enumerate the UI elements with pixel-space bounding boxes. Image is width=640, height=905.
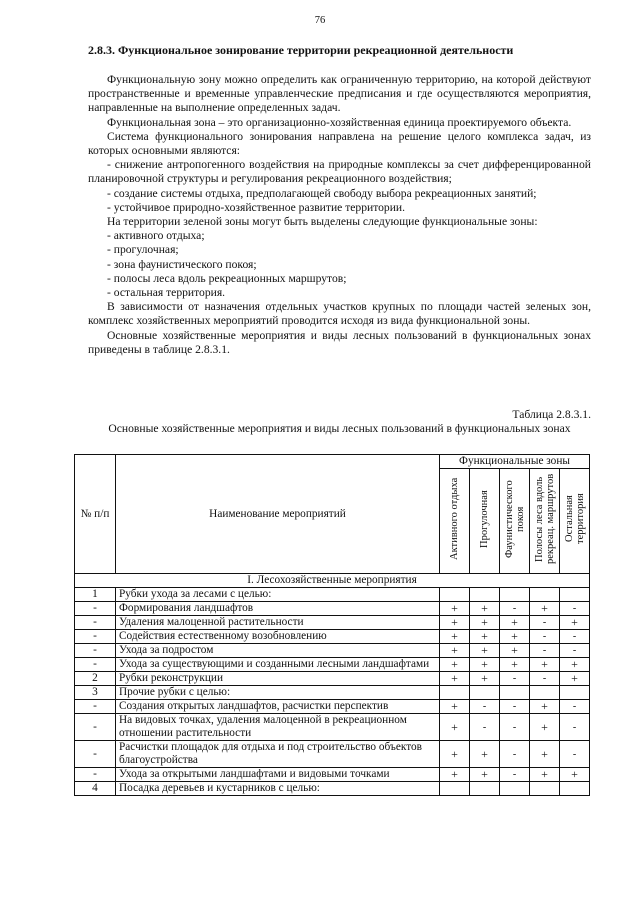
zone-mark: +	[530, 768, 560, 782]
zone-mark: +	[440, 644, 470, 658]
row-name: Ухода за открытыми ландшафтами и видовыми точками	[116, 768, 440, 782]
section-title: I. Лесохозяйственные мероприятия	[75, 574, 590, 588]
zone-mark: +	[500, 644, 530, 658]
row-number: -	[75, 700, 116, 714]
row-name: Прочие рубки с целью:	[116, 686, 440, 700]
table-body	[75, 574, 590, 796]
paragraph: - устойчивое природно-хозяйственное развитие территории.	[107, 200, 406, 214]
zone-mark	[440, 686, 470, 700]
zone-mark: -	[500, 602, 530, 616]
zone-mark: +	[440, 672, 470, 686]
zone-mark: -	[500, 714, 530, 741]
zone-mark: -	[530, 616, 560, 630]
table-row	[75, 686, 590, 700]
zone-mark	[440, 588, 470, 602]
zone-mark: -	[470, 714, 500, 741]
zone-mark: -	[560, 741, 590, 768]
paragraph: Функциональная зона – это организационно-хозяйственная единица проектируемого объекта.	[107, 115, 572, 129]
zone-mark: +	[470, 602, 500, 616]
zone-mark	[560, 588, 590, 602]
table-caption	[88, 408, 591, 436]
paragraph: - активного отдыха;	[107, 229, 205, 243]
row-number: -	[75, 616, 116, 630]
table-row	[75, 602, 590, 616]
row-number: -	[75, 714, 116, 741]
paragraph: Основные хозяйственные мероприятия и виды лесных пользований в функциональных зонах приведены в таблице 2.8.3.1.	[88, 328, 591, 356]
zone-mark: +	[470, 630, 500, 644]
zone-mark: -	[500, 768, 530, 782]
paragraph: На территории зеленой зоны могут быть выделены следующие функциональные зоны:	[107, 215, 538, 229]
zone-mark: -	[530, 644, 560, 658]
zone-mark: +	[530, 658, 560, 672]
table-row	[75, 768, 590, 782]
zone-mark: +	[440, 768, 470, 782]
zone-mark	[440, 782, 470, 796]
zone-mark: -	[500, 672, 530, 686]
zone-mark: +	[530, 714, 560, 741]
zone-column-header	[530, 469, 560, 574]
zone-mark: +	[470, 741, 500, 768]
num-header: № п/п	[75, 455, 116, 574]
table-row	[75, 782, 590, 796]
row-number: 2	[75, 672, 116, 686]
zone-mark: +	[440, 741, 470, 768]
zone-mark	[530, 782, 560, 796]
zone-column-label: Активного отдыха	[449, 477, 460, 561]
zone-mark	[500, 686, 530, 700]
zones-header: Функциональные зоны	[440, 455, 590, 469]
zone-mark: -	[530, 630, 560, 644]
row-number: -	[75, 602, 116, 616]
zone-column-header	[560, 469, 590, 574]
zone-mark: +	[500, 658, 530, 672]
table-row	[75, 672, 590, 686]
section-heading: 2.8.3. Функциональное зонирование территории рекреационной деятельности	[88, 43, 514, 57]
zone-mark: -	[530, 672, 560, 686]
zone-mark: -	[560, 630, 590, 644]
row-number: 4	[75, 782, 116, 796]
zone-mark	[470, 686, 500, 700]
paragraph: - зона фаунистического покоя;	[107, 257, 257, 271]
paragraph: Функциональную зону можно определить как ограниченную территорию, на которой действуют пространственные и временные управленческие предписания и где осуществляются мероприятия, направленные на выполнение определенных задач.	[88, 73, 591, 115]
row-number: -	[75, 630, 116, 644]
zone-column-label: Прогулочная	[479, 490, 490, 548]
zone-mark: +	[440, 602, 470, 616]
row-name: Расчистки площадок для отдыха и под строительство объектов благоустройства	[116, 741, 440, 768]
zone-mark: +	[470, 644, 500, 658]
zone-column-header	[440, 469, 470, 574]
row-name: Рубки ухода за лесами с целью:	[116, 588, 440, 602]
zone-mark: -	[560, 644, 590, 658]
table-header-row	[75, 455, 590, 469]
zone-mark: -	[500, 741, 530, 768]
table-row	[75, 741, 590, 768]
paragraph: - создание системы отдыха, предполагающей свободу выбора рекреационных занятий;	[107, 186, 537, 200]
zone-mark: +	[470, 658, 500, 672]
zone-mark: +	[530, 602, 560, 616]
body-text	[88, 73, 591, 357]
zone-mark	[470, 588, 500, 602]
table-row	[75, 714, 590, 741]
page-number: 76	[314, 15, 326, 26]
row-name: Ухода за подростом	[116, 644, 440, 658]
zone-mark	[500, 782, 530, 796]
table-title: Основные хозяйственные мероприятия и виды лесных пользований в функциональных зонах	[108, 422, 571, 435]
table-row	[75, 700, 590, 714]
paragraph: - снижение антропогенного воздействия на природные комплексы за счет дифференцированной планировочной структуры и регулирования рекреационного воздействия;	[88, 158, 591, 186]
zone-mark	[530, 686, 560, 700]
zone-mark: +	[530, 741, 560, 768]
row-number: -	[75, 768, 116, 782]
row-name: Рубки реконструкции	[116, 672, 440, 686]
paragraph: - остальная территория.	[107, 286, 226, 300]
table-row	[75, 630, 590, 644]
zone-mark	[470, 782, 500, 796]
row-number: -	[75, 658, 116, 672]
zone-mark	[560, 782, 590, 796]
zone-mark: +	[440, 700, 470, 714]
paragraph: - прогулочная;	[107, 243, 179, 257]
row-name: Содействия естественному возобновлению	[116, 630, 440, 644]
table-row	[75, 658, 590, 672]
zone-mark: +	[560, 616, 590, 630]
zone-mark: +	[560, 658, 590, 672]
zone-column-label: Полосы леса вдоль рекреац. маршрутов	[533, 473, 556, 565]
zone-mark: +	[470, 672, 500, 686]
measures-table	[74, 454, 590, 796]
zone-column-label: Остальная территория	[563, 493, 586, 545]
paragraph: Система функционального зонирования направлена на решение целого комплекса задач, из которых основными являются:	[88, 129, 591, 158]
section-row	[75, 574, 590, 588]
zone-mark: +	[440, 714, 470, 741]
zone-mark: +	[470, 616, 500, 630]
table-row	[75, 588, 590, 602]
row-name: Посадка деревьев и кустарников с целью:	[116, 782, 440, 796]
zone-mark: +	[500, 616, 530, 630]
zone-mark: +	[440, 658, 470, 672]
zone-mark: -	[560, 700, 590, 714]
row-number: -	[75, 644, 116, 658]
row-name: Удаления малоценной растительности	[116, 616, 440, 630]
zone-mark	[530, 588, 560, 602]
zone-column-label: Фаунистического покоя	[503, 480, 526, 558]
zone-column-header	[500, 469, 530, 574]
zone-column-header	[470, 469, 500, 574]
row-name: Формирования ландшафтов	[116, 602, 440, 616]
zone-mark	[560, 686, 590, 700]
zone-mark: +	[530, 700, 560, 714]
paragraph: - полосы леса вдоль рекреационных маршрутов;	[107, 271, 347, 285]
zone-mark: +	[560, 672, 590, 686]
table-row	[75, 644, 590, 658]
zone-mark: +	[440, 630, 470, 644]
row-name: На видовых точках, удаления малоценной в рекреационном отношении растительности	[116, 714, 440, 741]
zone-mark: +	[560, 768, 590, 782]
zone-mark: -	[500, 700, 530, 714]
row-number: 1	[75, 588, 116, 602]
paragraph: В зависимости от назначения отдельных участков крупных по площади частей зеленых зон, комплекс хозяйственных мероприятий проводится исходя из вида функциональной зоны.	[88, 300, 591, 328]
zone-mark: -	[560, 714, 590, 741]
row-number: -	[75, 741, 116, 768]
row-number: 3	[75, 686, 116, 700]
table-row	[75, 616, 590, 630]
table-label: Таблица 2.8.3.1.	[512, 408, 591, 421]
row-name: Ухода за существующими и созданными лесными ландшафтами	[116, 658, 440, 672]
name-header: Наименование мероприятий	[116, 455, 440, 574]
zone-mark: -	[470, 700, 500, 714]
row-name: Создания открытых ландшафтов, расчистки перспектив	[116, 700, 440, 714]
zone-mark: +	[500, 630, 530, 644]
zone-mark	[500, 588, 530, 602]
zone-mark: +	[470, 768, 500, 782]
zone-mark: +	[440, 616, 470, 630]
zone-mark: -	[560, 602, 590, 616]
